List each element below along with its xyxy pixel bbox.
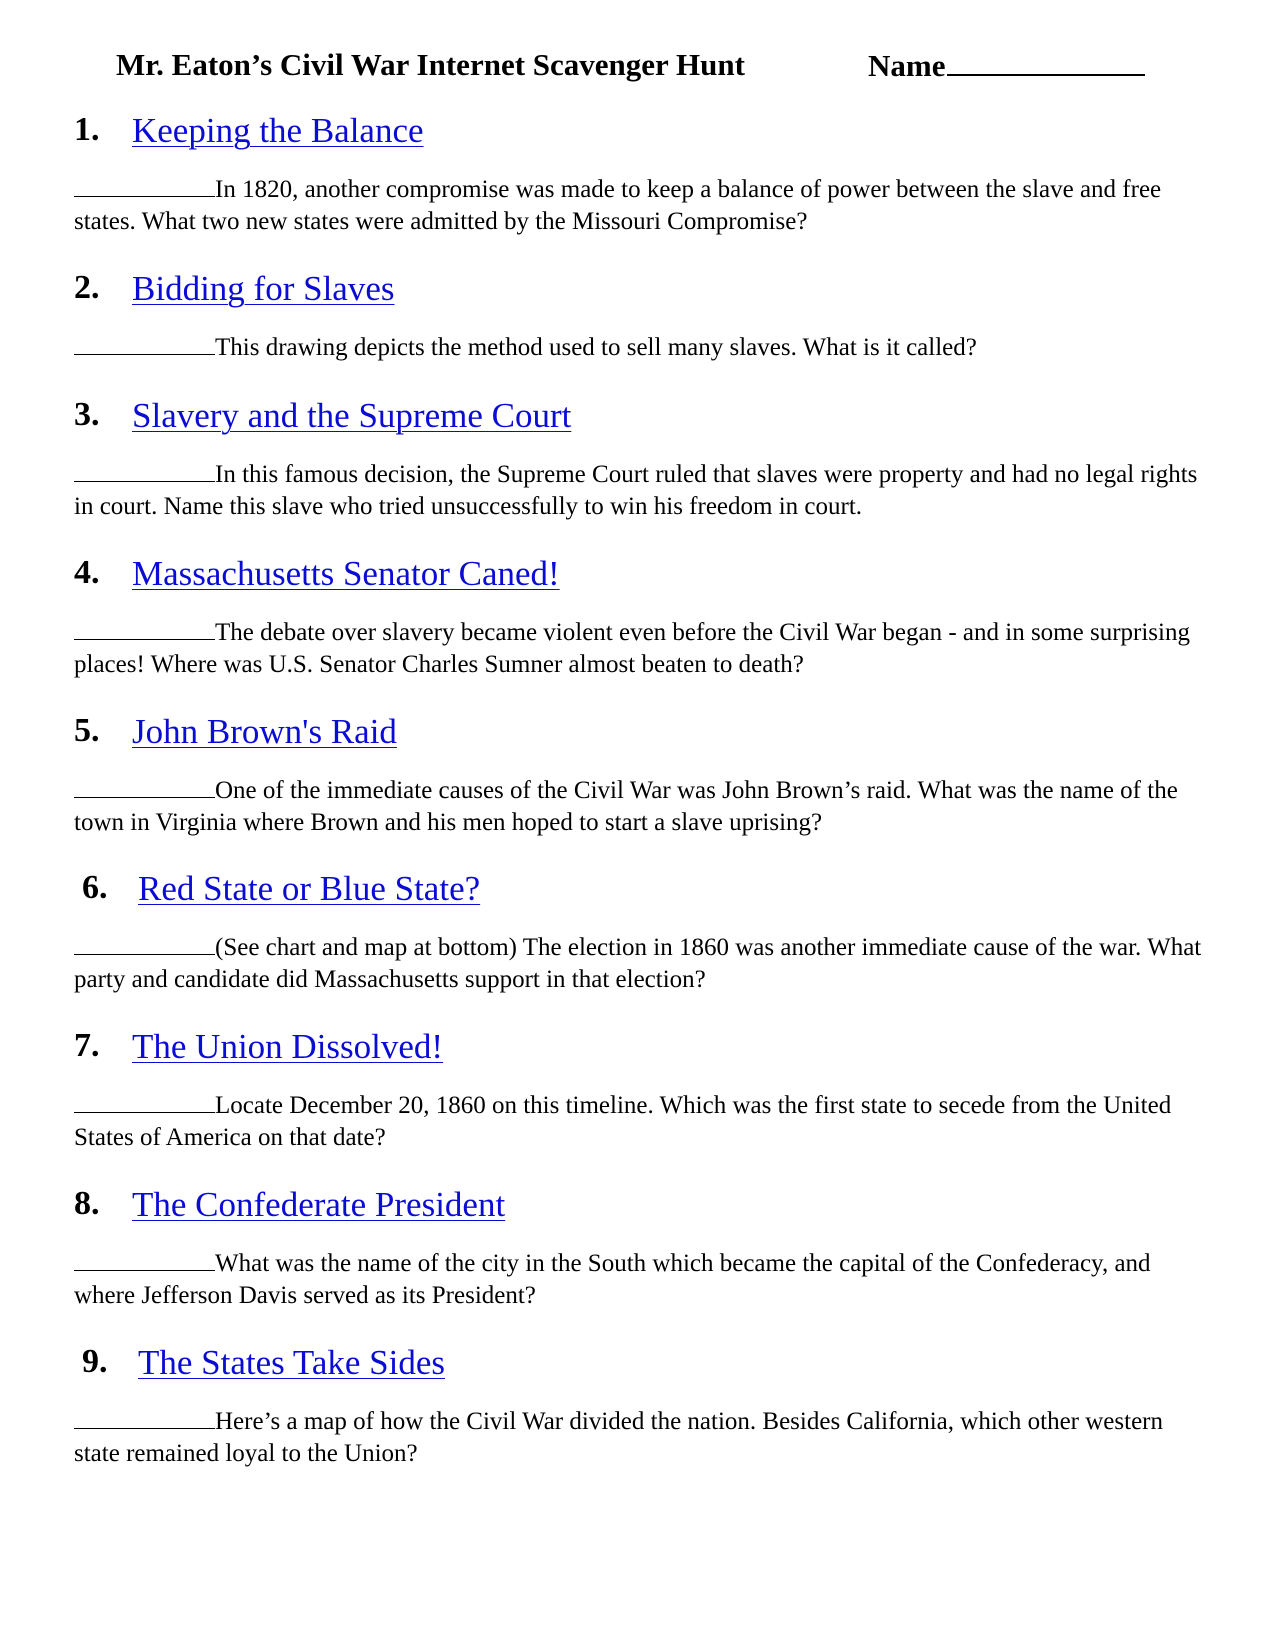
name-label: Name [868, 48, 946, 83]
link-massachusetts-senator-caned[interactable]: Massachusetts Senator Caned! [132, 554, 560, 593]
question-heading [74, 868, 1204, 914]
question-heading [74, 711, 1204, 757]
link-slavery-and-the-supreme-court[interactable]: Slavery and the Supreme Court [132, 396, 572, 435]
link-the-confederate-president[interactable]: The Confederate President [132, 1185, 506, 1224]
question-body: Locate December 20, 1860 on this timeline. Which was the first state to secede from the United States of America on that date? [74, 1092, 1172, 1151]
question-body: This drawing depicts the method used to sell many slaves. What is it called? [215, 334, 977, 361]
link-the-union-dissolved[interactable]: The Union Dissolved! [132, 1027, 444, 1066]
question-heading [74, 395, 1204, 441]
question-heading [74, 553, 1204, 599]
question-body: What was the name of the city in the South which became the capital of the Confederacy, and where Jefferson Davis served as its President? [74, 1250, 1151, 1309]
answer-blank [74, 1408, 215, 1429]
question-text [74, 1406, 1204, 1470]
link-bidding-for-slaves[interactable]: Bidding for Slaves [132, 269, 395, 308]
question-number: 4. [74, 554, 100, 591]
question-text [74, 617, 1204, 681]
question-item-2 [74, 268, 1204, 364]
question-text [74, 1090, 1204, 1154]
answer-blank [74, 934, 215, 955]
link-keeping-the-balance[interactable]: Keeping the Balance [132, 111, 424, 150]
question-item-5 [74, 711, 1204, 839]
question-number: 7. [74, 1027, 100, 1064]
question-body: (See chart and map at bottom) The election in 1860 was another immediate cause of the war. What party and candidate did Massachusetts support in that election? [74, 934, 1202, 993]
question-item-7 [74, 1026, 1204, 1154]
question-heading [74, 1342, 1204, 1388]
question-text [74, 332, 1204, 364]
question-body: One of the immediate causes of the Civil War was John Brown’s raid. What was the name of the town in Virginia where Brown and his men hoped to start a slave uprising? [74, 777, 1178, 836]
question-number: 2. [74, 269, 100, 306]
question-item-3 [74, 395, 1204, 523]
page-title: Mr. Eaton’s Civil War Internet Scavenger Hunt [116, 47, 745, 82]
question-number: 1. [74, 111, 100, 148]
question-item-8 [74, 1184, 1204, 1312]
answer-blank [74, 777, 215, 798]
question-number: 6. [82, 869, 108, 906]
question-item-9 [74, 1342, 1204, 1470]
question-number: 5. [74, 712, 100, 749]
question-heading [74, 1026, 1204, 1072]
link-the-states-take-sides[interactable]: The States Take Sides [138, 1343, 445, 1382]
question-heading [74, 1184, 1204, 1230]
question-item-6 [74, 868, 1204, 996]
question-item-1 [74, 110, 1204, 238]
question-heading [74, 268, 1204, 314]
answer-blank [74, 619, 215, 640]
question-text [74, 775, 1204, 839]
question-text [74, 1248, 1204, 1312]
question-body: Here’s a map of how the Civil War divided the nation. Besides California, which other western state remained loyal to the Union? [74, 1408, 1163, 1467]
name-blank-line [947, 46, 1145, 76]
question-item-4 [74, 553, 1204, 681]
question-text [74, 174, 1204, 238]
answer-blank [74, 1250, 215, 1271]
link-red-state-or-blue-state[interactable]: Red State or Blue State? [138, 869, 481, 908]
question-body: In this famous decision, the Supreme Court ruled that slaves were property and had no legal rights in court. Name this slave who tried unsuccessfully to win his freedom in court. [74, 461, 1198, 520]
question-number: 9. [82, 1343, 108, 1380]
answer-blank [74, 1092, 215, 1113]
question-number: 3. [74, 396, 100, 433]
answer-blank [74, 461, 215, 482]
answer-blank [74, 334, 215, 355]
link-john-browns-raid[interactable]: John Brown's Raid [132, 712, 397, 751]
question-text [74, 459, 1204, 523]
question-heading [74, 110, 1204, 156]
name-field [868, 46, 1145, 84]
question-number: 8. [74, 1185, 100, 1222]
question-body: The debate over slavery became violent even before the Civil War began - and in some surprising places! Where was U.S. Senator Charles Sumner almost beaten to death? [74, 619, 1190, 678]
question-body: In 1820, another compromise was made to keep a balance of power between the slave and free states. What two new states were admitted by the Missouri Compromise? [74, 176, 1162, 235]
answer-blank [74, 176, 215, 197]
question-text [74, 932, 1204, 996]
